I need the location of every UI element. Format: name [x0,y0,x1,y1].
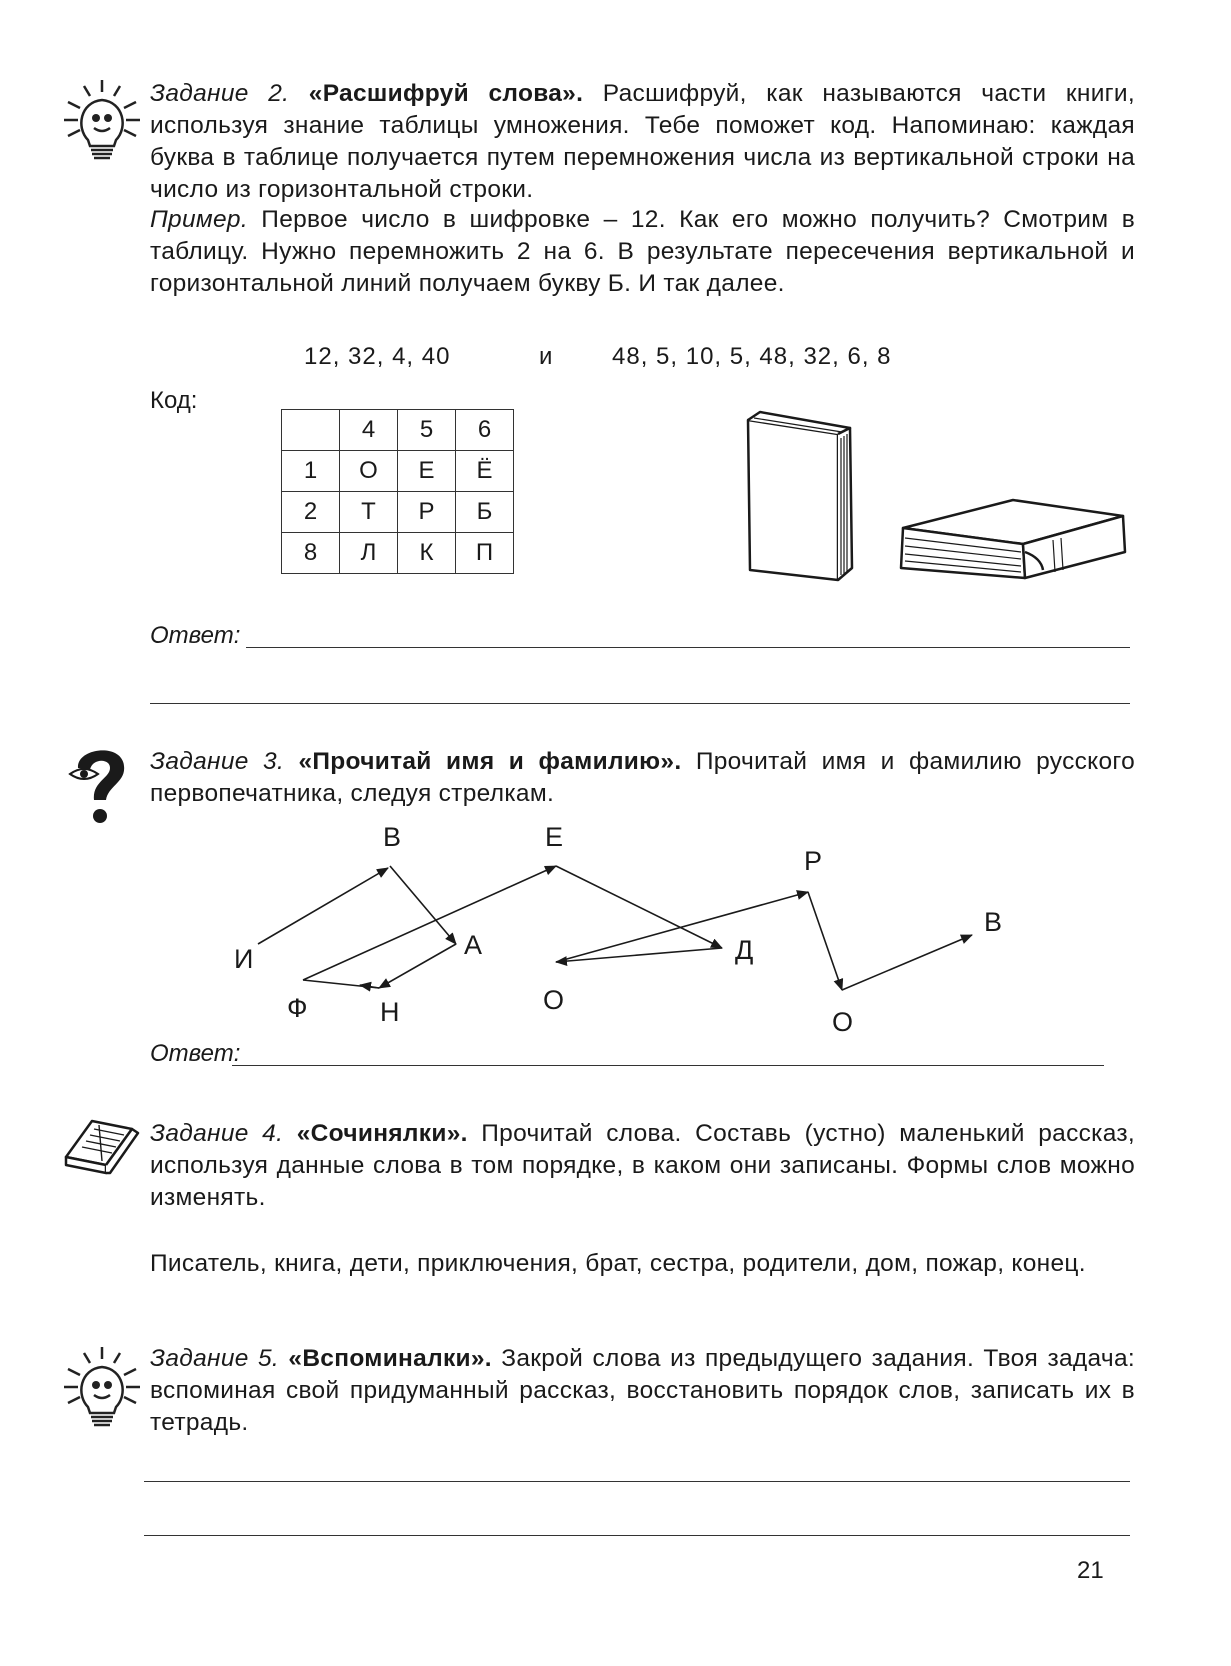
task4-words: Писатель, книга, дети, приключения, брат, сестра, родители, дом, пожар, конец. [150,1250,1086,1277]
task3-text: Прочитай имя и фамилию русского первопечатника, следуя стрелкам. [150,748,1136,807]
task2-answer-label: Ответ: [150,622,241,649]
letter-e: Е [545,822,564,852]
open-book-icon [62,1117,142,1175]
letter-i: И [234,944,254,974]
letter-d: Д [735,935,754,965]
letter-v-2: В [984,907,1003,937]
task3-answer-label: Ответ: [150,1040,241,1067]
task2-title: «Расшифруй слова». [308,80,584,107]
task3-title: «Прочитай имя и фамилию». [298,748,682,775]
code-table-cell: Т [340,492,398,533]
task3-label: Задание 3. [150,748,285,775]
code-table-cell: Е [398,451,456,492]
cipher-1: 12, 32, 4, 40 [304,343,451,370]
task5-paragraph [150,1343,1135,1439]
code-table-cell: Р [398,492,456,533]
letter-f: Ф [287,993,308,1023]
code-label: Код: [150,387,198,414]
code-table-cell: 5 [398,410,456,451]
page-number: 21 [1077,1557,1104,1584]
code-table-cell: К [398,533,456,574]
code-table-cell: Ё [456,451,514,492]
cipher-2: 48, 5, 10, 5, 48, 32, 6, 8 [612,343,892,370]
letter-o-1: О [543,985,565,1015]
example-label: Пример. [150,206,248,233]
task4-paragraph [150,1118,1135,1214]
task3-answer-line[interactable] [232,1065,1104,1066]
task5-label: Задание 5. [150,1345,280,1372]
code-table-cell: 2 [282,492,340,533]
cipher-and: и [539,343,553,370]
task4-text: Прочитай слова. Составь (устно) маленький рассказ, используя данные слова в том порядке, в каком они записаны. Формы слов можно изменять. [150,1120,1136,1211]
letter-n: Н [380,997,400,1027]
task4-label: Задание 4. [150,1120,284,1147]
letter-v: В [383,822,402,852]
lightbulb-icon [62,1345,142,1435]
task5-title: «Вспоминалки». [288,1345,492,1372]
letter-o-2: О [832,1007,854,1037]
arrow-e-d [556,866,722,948]
task5-text: Закрой слова из предыдущего задания. Твоя задача: вспоминая свой придуманный рассказ, восстановить порядок слов, записать их в тетрадь. [150,1345,1135,1436]
code-table-cell: Л [340,533,398,574]
code-table-cell: 6 [456,410,514,451]
task2-label: Задание 2. [150,80,290,107]
arrow-v-a [390,866,456,944]
code-table-cell: 8 [282,533,340,574]
arrow-a-n [379,944,456,988]
code-table-cell: П [456,533,514,574]
code-table-cell: Б [456,492,514,533]
letter-a: А [464,930,483,960]
arrow-o-v [842,935,972,990]
arrow-i-v [258,868,388,944]
letter-r: Р [804,846,823,876]
task5-answer-line-1[interactable] [144,1481,1130,1482]
code-table-cell: О [340,451,398,492]
example-text: Первое число в шифровке – 12. Как его можно получить? Смотрим в таблицу. Нужно перемножить 2 на 6. В результате пересечения вертикальной и горизонтальной линий получаем букву Б. И так далее. [150,206,1136,297]
task4-title: «Сочинялки». [296,1120,468,1147]
code-table-cell: 4 [340,410,398,451]
arrow-f-e [303,866,556,980]
arrow-r-o [808,892,842,990]
task5-answer-line-2[interactable] [144,1535,1130,1536]
code-table-cell: 1 [282,451,340,492]
task2-text: Расшифруй, как называются части книги, используя знание таблицы умножения. Тебе поможет код. Напоминаю: каждая буква в таблице получается путем перемножения числа из вертикальной строки на число из горизонтальной строки. [150,80,1136,203]
